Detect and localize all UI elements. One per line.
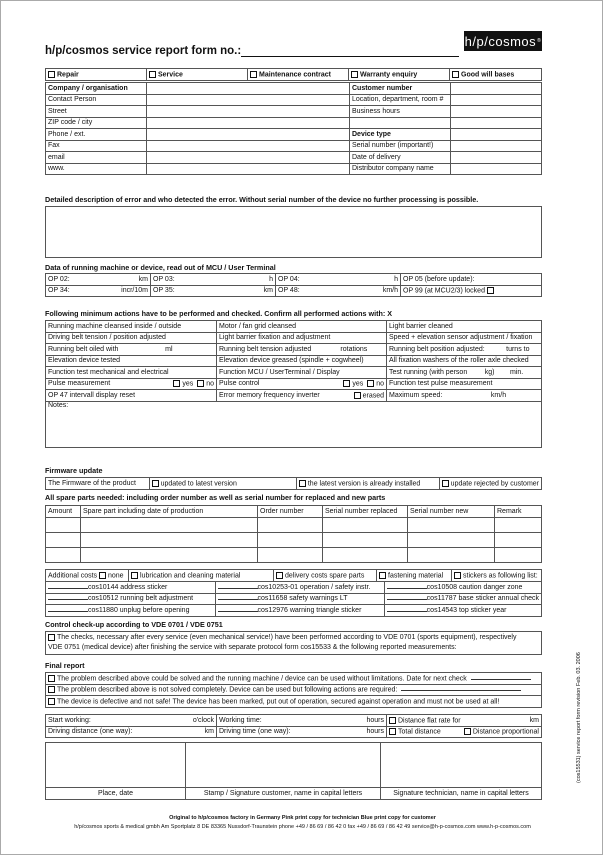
checkbox-icon[interactable] xyxy=(454,572,461,579)
row-field[interactable] xyxy=(147,140,350,152)
checkbox-icon[interactable] xyxy=(379,572,386,579)
additional-costs[interactable]: Additional costs none xyxy=(46,570,129,582)
column-header: Order number xyxy=(258,506,323,518)
action-item[interactable]: OP 47 intervall display reset xyxy=(46,390,217,402)
row-label: Date of delivery xyxy=(350,152,451,164)
final-report-item[interactable]: The problem described above is not solved completely. Device can be used but following actions are required: xyxy=(46,684,542,696)
row-label: Serial number (important!) xyxy=(350,140,451,152)
checkbox-icon[interactable] xyxy=(197,380,204,387)
spare-parts-heading: All spare parts needed: including order number as well as serial number for replaced and new parts xyxy=(45,493,386,502)
op-cell[interactable]: OP 03: h xyxy=(151,274,276,286)
checkbox-icon[interactable] xyxy=(442,480,449,487)
action-item[interactable]: Driving belt tension / position adjusted xyxy=(46,332,217,344)
op-cell[interactable]: OP 99 (at MCU2/3) locked xyxy=(401,285,542,297)
row-field[interactable] xyxy=(451,106,542,118)
action-item[interactable]: Motor / fan grid cleansed xyxy=(217,321,387,333)
row-label: Phone / ext. xyxy=(46,129,147,141)
time-cell[interactable]: Total distance Distance proportional xyxy=(387,726,542,738)
row-field[interactable] xyxy=(451,94,542,106)
sticker-item[interactable]: cos10144 address sticker xyxy=(46,582,216,594)
error-description-box[interactable] xyxy=(45,206,542,258)
checkbox-icon[interactable] xyxy=(48,71,55,78)
op-cell[interactable]: OP 05 (before update): xyxy=(401,274,542,286)
action-item[interactable]: Function test pulse measurement xyxy=(387,378,542,390)
column-header: Amount xyxy=(46,506,81,518)
type-warranty[interactable]: Warranty enquiry xyxy=(349,69,450,81)
spare-cell[interactable] xyxy=(81,532,258,547)
checkbox-icon[interactable] xyxy=(276,572,283,579)
spare-parts-table xyxy=(45,505,542,563)
time-cell[interactable]: Working time: hours xyxy=(217,715,387,727)
final-report-item[interactable]: The device is defective and not safe! The device has been marked, put out of operation, secured against operation and must not be used at all! xyxy=(46,696,542,708)
company-table xyxy=(45,82,542,175)
spare-cell[interactable] xyxy=(323,517,408,532)
checkbox-icon[interactable] xyxy=(351,71,358,78)
action-item[interactable]: Light barrier cleaned xyxy=(387,321,542,333)
column-header: Spare part including date of production xyxy=(81,506,258,518)
signature-label: Place, date xyxy=(46,788,186,800)
row-field[interactable] xyxy=(451,152,542,164)
checkbox-icon[interactable] xyxy=(149,71,156,78)
op-cell[interactable]: OP 34: incr/10m xyxy=(46,285,151,297)
checkbox-icon[interactable] xyxy=(131,572,138,579)
action-item[interactable]: Speed + elevation sensor adjustment / fixation xyxy=(387,332,542,344)
running-data-heading: Data of running machine or device, read out of MCU / User Terminal xyxy=(45,263,276,272)
row-label: Contact Person xyxy=(46,94,147,106)
action-item[interactable]: Elevation device greased (spindle + cogwheel) xyxy=(217,355,387,367)
checkbox-icon[interactable] xyxy=(389,728,396,735)
action-item[interactable]: Pulse measurement yes no xyxy=(46,378,217,390)
customer-number-heading: Customer number xyxy=(350,83,451,95)
error-description-heading: Detailed description of error and who detected the error. Without serial number of the device no further processing is possible. xyxy=(45,195,479,204)
control-table xyxy=(45,631,542,655)
firmware-option[interactable]: the latest version is already installed xyxy=(296,478,439,490)
row-field[interactable] xyxy=(147,129,350,141)
row-label: Fax xyxy=(46,140,147,152)
checkbox-icon[interactable] xyxy=(354,392,361,399)
row-label xyxy=(350,117,451,129)
firmware-option[interactable]: updated to latest version xyxy=(149,478,296,490)
signature-label: Stamp / Signature customer, name in capital letters xyxy=(186,788,381,800)
sticker-item[interactable]: cos14543 top sticker year xyxy=(384,605,541,617)
running-data-table xyxy=(45,273,542,297)
customer-table xyxy=(45,68,542,81)
checkbox-icon[interactable] xyxy=(99,572,106,579)
row-field[interactable] xyxy=(147,152,350,164)
action-item[interactable]: Error memory frequency inverter erased xyxy=(217,390,387,402)
row-label: Distributor company name xyxy=(350,163,451,175)
op-cell[interactable]: OP 48: km/h xyxy=(276,285,401,297)
spare-cell[interactable] xyxy=(258,547,323,562)
row-field[interactable] xyxy=(147,163,350,175)
checkbox-icon[interactable] xyxy=(250,71,257,78)
type-service[interactable]: Service xyxy=(147,69,248,81)
checkbox-icon[interactable] xyxy=(452,71,459,78)
sticker-item[interactable]: cos11880 unplug before opening xyxy=(46,605,216,617)
final-report-heading: Final report xyxy=(45,661,85,670)
spare-cell[interactable] xyxy=(46,532,81,547)
spare-cell[interactable] xyxy=(81,547,258,562)
column-header: Serial number new xyxy=(408,506,495,518)
actions-table xyxy=(45,320,542,448)
action-item[interactable]: Pulse control yes no xyxy=(217,378,387,390)
action-item[interactable]: Running belt tension adjusted rotations xyxy=(217,344,387,356)
notes-field[interactable]: Notes: xyxy=(46,401,542,447)
place-date-field[interactable] xyxy=(46,743,186,788)
sticker-item[interactable]: cos10512 running belt adjustment xyxy=(46,593,216,605)
op-cell[interactable]: OP 04: h xyxy=(276,274,401,286)
action-item[interactable]: Test running (with person kg) min. xyxy=(387,367,542,379)
signature-table xyxy=(45,742,542,800)
signature-label: Signature technician, name in capital letters xyxy=(381,788,542,800)
checkbox-icon[interactable] xyxy=(48,686,55,693)
spare-cell[interactable] xyxy=(408,517,495,532)
spare-cell[interactable] xyxy=(258,532,323,547)
checkbox-icon[interactable] xyxy=(343,380,350,387)
spare-cell[interactable] xyxy=(408,547,495,562)
form-revision-text: (cos15531) service report form revision Feb. 03. 2006 xyxy=(576,652,582,783)
type-repair[interactable]: Repair xyxy=(46,69,147,81)
checkbox-icon[interactable] xyxy=(464,728,471,735)
additional-costs[interactable]: fastening material xyxy=(377,570,452,582)
type-maintenance[interactable]: Maintenance contract xyxy=(248,69,349,81)
row-label: email xyxy=(46,152,147,164)
checkbox-icon[interactable] xyxy=(152,480,159,487)
row-field[interactable] xyxy=(451,129,542,141)
action-item[interactable]: All fixation washers of the roller axle checked xyxy=(387,355,542,367)
checkbox-icon[interactable] xyxy=(173,380,180,387)
stickers-table xyxy=(45,581,542,617)
firmware-heading: Firmware update xyxy=(45,466,103,475)
row-label: Device type xyxy=(350,129,451,141)
sticker-item[interactable]: cos12976 warning triangle sticker xyxy=(215,605,384,617)
row-field[interactable] xyxy=(147,94,350,106)
action-item[interactable]: Function test mechanical and electrical xyxy=(46,367,217,379)
final-report-table xyxy=(45,672,542,708)
op-cell[interactable]: OP 02: km xyxy=(46,274,151,286)
action-item[interactable]: Running belt position adjusted: turns to xyxy=(387,344,542,356)
row-label: Street xyxy=(46,106,147,118)
sticker-item[interactable]: cos11658 safety warnings LT xyxy=(215,593,384,605)
row-field[interactable] xyxy=(451,117,542,129)
column-header: Serial number replaced xyxy=(323,506,408,518)
time-cell[interactable]: Distance flat rate for km xyxy=(387,715,542,727)
type-goodwill[interactable]: Good will bases xyxy=(450,69,542,81)
additional-costs[interactable]: stickers as following list: xyxy=(452,570,542,582)
checkbox-icon[interactable] xyxy=(48,675,55,682)
additional-costs-table xyxy=(45,569,542,582)
time-cell[interactable]: Driving time (one way): hours xyxy=(217,726,387,738)
row-field[interactable] xyxy=(147,117,350,129)
spare-cell[interactable] xyxy=(495,547,542,562)
additional-costs[interactable]: lubrication and cleaning material xyxy=(129,570,274,582)
firmware-table xyxy=(45,477,542,490)
customer-signature-field[interactable] xyxy=(186,743,381,788)
spare-cell[interactable] xyxy=(46,547,81,562)
customer-number-field[interactable] xyxy=(451,83,542,95)
action-item[interactable]: Function MCU / UserTerminal / Display xyxy=(217,367,387,379)
error-description-field[interactable] xyxy=(46,207,542,258)
sticker-item[interactable]: cos10253-01 operation / safety instr. xyxy=(215,582,384,594)
spare-cell[interactable] xyxy=(46,517,81,532)
row-label: ZIP code / city xyxy=(46,117,147,129)
firmware-label: The Firmware of the product xyxy=(46,478,150,490)
action-item[interactable]: Maximum speed: km/h xyxy=(387,390,542,402)
technician-signature-field[interactable] xyxy=(381,743,542,788)
row-field[interactable] xyxy=(451,163,542,175)
control-check[interactable]: The checks, necessary after every service (even mechanical service!) have been performed according to VDE 0701 (sports equipment), respectively VDE 0751 (medical device) after finishing the service with separate protocol form cos15533 & the following reported measurements: xyxy=(46,632,542,655)
spare-cell[interactable] xyxy=(323,547,408,562)
spare-cell[interactable] xyxy=(258,517,323,532)
checkbox-icon[interactable] xyxy=(299,480,306,487)
company-heading: Company / organisation xyxy=(46,83,147,95)
spare-cell[interactable] xyxy=(408,532,495,547)
row-label: Business hours xyxy=(350,106,451,118)
control-heading: Control check-up according to VDE 0701 / VDE 0751 xyxy=(45,620,223,629)
sticker-item[interactable]: cos11787 base sticker annual check xyxy=(384,593,541,605)
action-item[interactable]: Elevation device tested xyxy=(46,355,217,367)
row-field[interactable] xyxy=(451,140,542,152)
row-label: www. xyxy=(46,163,147,175)
spare-cell[interactable] xyxy=(323,532,408,547)
checkbox-icon[interactable] xyxy=(367,380,374,387)
footer-address: h/p/cosmos sports & medical gmbh Am Sportplatz 8 DE 83365 Nussdorf-Traunstein phone +49 / 86 69 / 86 42 0 fax +49 / 86 69 / 86 42 49 service@h-p-cosmos.com www.h-p-cosmos.com xyxy=(74,824,531,830)
times-table xyxy=(45,714,542,738)
column-header: Remark xyxy=(495,506,542,518)
spare-cell[interactable] xyxy=(495,532,542,547)
final-report-item[interactable]: The problem described above could be solved and the running machine / device can be used without limitations. Date for next check xyxy=(46,673,542,685)
time-cell[interactable]: Start working: o'clock xyxy=(46,715,217,727)
checkbox-icon[interactable] xyxy=(487,287,494,294)
company-field[interactable] xyxy=(147,83,350,95)
footer-copies: Original to h/p/cosmos factory in Germany Pink print copy for technician Blue print copy for customer xyxy=(169,815,436,821)
form-number-field[interactable] xyxy=(241,56,459,57)
action-item[interactable]: Light barrier fixation and adjustment xyxy=(217,332,387,344)
action-item[interactable]: Running machine cleansed inside / outside xyxy=(46,321,217,333)
row-label: Location, department, room # xyxy=(350,94,451,106)
form-title: h/p/cosmos service report form no.: xyxy=(45,45,242,57)
action-item[interactable]: Running belt oiled with ml xyxy=(46,344,217,356)
firmware-option[interactable]: update rejected by customer xyxy=(439,478,541,490)
spare-cell[interactable] xyxy=(495,517,542,532)
actions-heading: Following minimum actions have to be performed and checked. Confirm all performed actions with: X xyxy=(45,309,393,318)
spare-cell[interactable] xyxy=(81,517,258,532)
checkbox-icon[interactable] xyxy=(48,634,55,641)
checkbox-icon[interactable] xyxy=(48,698,55,705)
hp-cosmos-logo: h/p/cosmos ® xyxy=(464,31,542,51)
additional-costs[interactable]: delivery costs spare parts xyxy=(274,570,377,582)
row-field[interactable] xyxy=(147,106,350,118)
op-cell[interactable]: OP 35: km xyxy=(151,285,276,297)
time-cell[interactable]: Driving distance (one way): km xyxy=(46,726,217,738)
sticker-item[interactable]: cos10508 caution danger zone xyxy=(384,582,541,594)
checkbox-icon[interactable] xyxy=(389,717,396,724)
